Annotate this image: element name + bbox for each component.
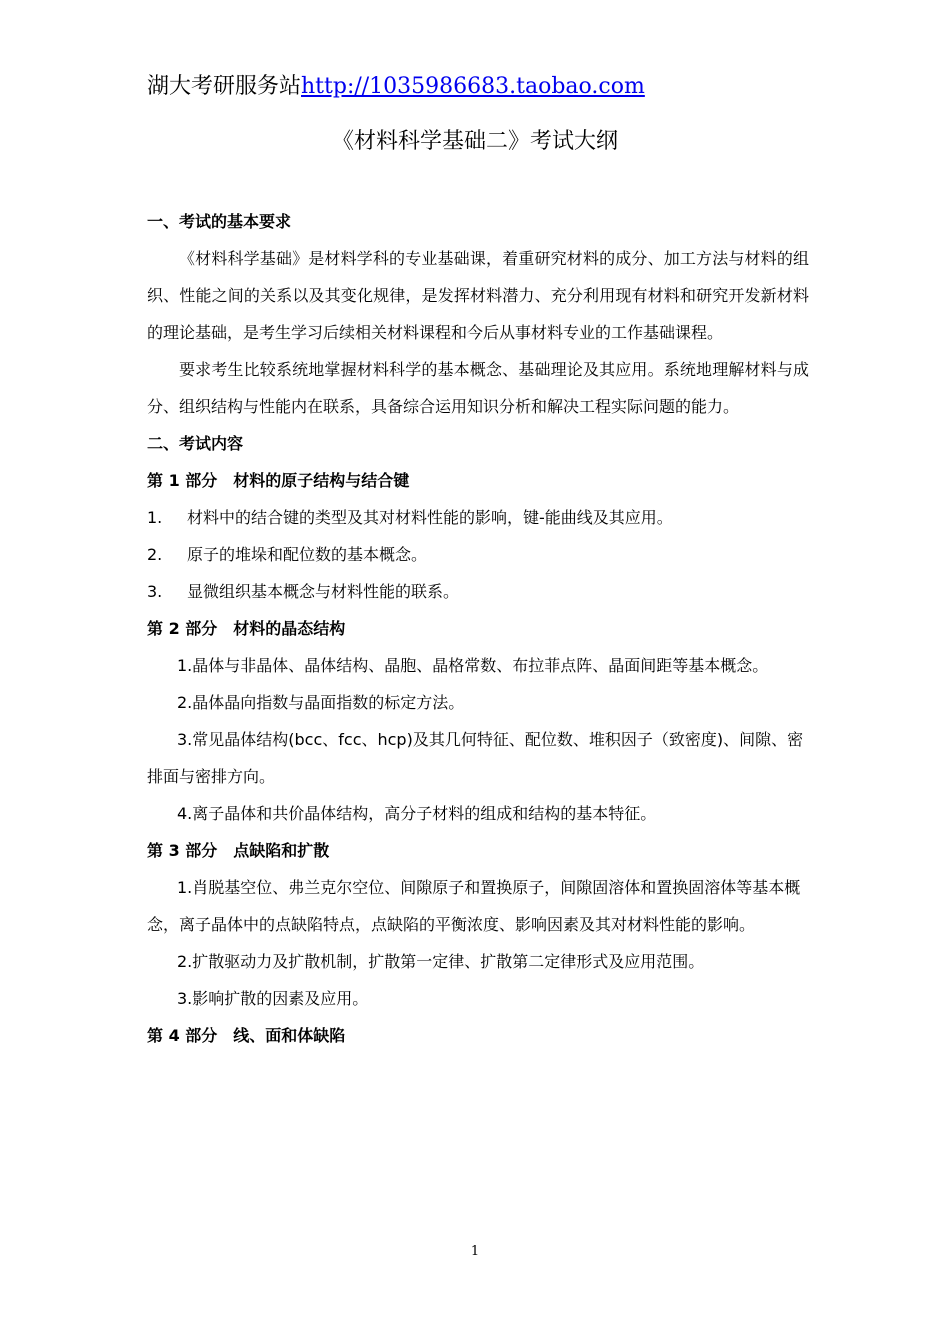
part2-item: 3.常见晶体结构(bcc、fcc、hcp)及其几何特征、配位数、堆积因子（致密度)、间隙、密排面与密排方向。 xyxy=(147,730,804,786)
document-title: 《材料科学基础二》考试大纲 xyxy=(331,129,618,154)
part3-item: 2.扩散驱动力及扩散机制，扩散第一定律、扩散第二定律形式及应用范围。 xyxy=(177,952,705,971)
document-body xyxy=(147,203,809,1054)
part3-item: 1.肖脱基空位、弗兰克尔空位、间隙原子和置换原子，间隙固溶体和置换固溶体等基本概念，离子晶体中的点缺陷特点，点缺陷的平衡浓度、影响因素及其对材料性能的影响。 xyxy=(147,878,801,934)
item-text: 材料中的结合键的类型及其对材料性能的影响，键-能曲线及其应用。 xyxy=(187,508,673,527)
part3-item: 3.影响扩散的因素及应用。 xyxy=(177,989,369,1008)
part1-item xyxy=(147,499,809,536)
item-text: 原子的堆垛和配位数的基本概念。 xyxy=(187,545,428,564)
shop-url-link[interactable]: http://1035986683.taobao.com xyxy=(301,74,645,99)
part4-title: 第 4 部分 线、面和体缺陷 xyxy=(147,1026,346,1045)
item-number: 3. xyxy=(147,582,163,601)
shop-name: 湖大考研服务站 xyxy=(147,74,302,99)
part3-title: 第 3 部分 点缺陷和扩散 xyxy=(147,841,330,860)
section1-paragraph-1: 《材料科学基础》是材料学科的专业基础课，着重研究材料的成分、加工方法与材料的组织、性能之间的关系以及其变化规律，是发挥材料潜力、充分利用现有材料和研究开发新材料的理论基础，是考生学习后续相关材料课程和今后从事材料专业的工作基础课程。 xyxy=(147,249,809,342)
section1-heading: 一、考试的基本要求 xyxy=(147,212,292,231)
part1-item xyxy=(147,573,809,610)
item-number: 2. xyxy=(147,545,163,564)
section2-heading: 二、考试内容 xyxy=(147,434,244,453)
page-number: 1 xyxy=(470,1244,480,1259)
part2-item: 2.晶体晶向指数与晶面指数的标定方法。 xyxy=(177,693,465,712)
part1-item xyxy=(147,536,809,573)
part1-title: 第 1 部分 材料的原子结构与结合键 xyxy=(147,471,410,490)
item-number: 1. xyxy=(147,508,163,527)
part2-item: 1.晶体与非晶体、晶体结构、晶胞、晶格常数、布拉菲点阵、晶面间距等基本概念。 xyxy=(177,656,769,675)
item-text: 显微组织基本概念与材料性能的联系。 xyxy=(187,582,460,601)
part2-item: 4.离子晶体和共价晶体结构，高分子材料的组成和结构的基本特征。 xyxy=(177,804,657,823)
part2-title: 第 2 部分 材料的晶态结构 xyxy=(147,619,346,638)
section1-paragraph-2: 要求考生比较系统地掌握材料科学的基本概念、基础理论及其应用。系统地理解材料与成分、组织结构与性能内在联系，具备综合运用知识分析和解决工程实际问题的能力。 xyxy=(147,360,809,416)
page-header xyxy=(147,72,645,102)
